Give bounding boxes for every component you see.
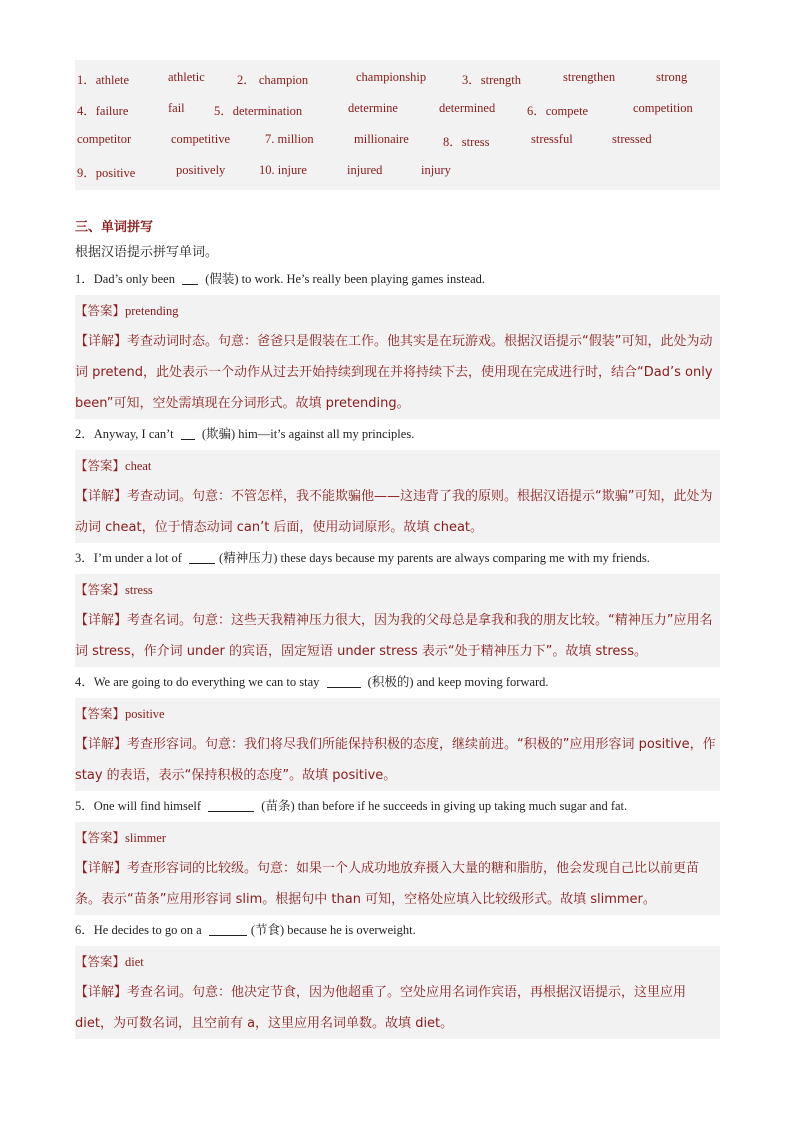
vocab-word: injured [347,163,383,177]
explanation-tag: 【详解】 [75,489,128,504]
answer-box [75,450,720,543]
vocab-row [75,155,720,186]
explanation-tag: 【详解】 [75,334,128,349]
vocab-word: 4．failure [77,104,129,118]
answer-value: slimmer [125,831,166,845]
question-rest: (节食) because he is overweight. [250,923,416,937]
question-block [75,915,720,1039]
vocab-word: strengthen [563,70,616,84]
explanation-text: 考查动词时态。句意：爸爸只是假装在工作。他其实是在玩游戏。根据汉语提示“假装”可知，此处为动词 pretend，此处表示一个动作从过去开始持续到现在并将持续下去，使用现在完成进行时，结合“Dad’s only been”可知，空处需填现在分词形式。故填 pretending。 [75,334,713,411]
question-rest: (积极的) and keep moving forward. [364,675,549,689]
answer-box [75,574,720,667]
answer-value: pretending [125,304,179,318]
question-stem: 4．We are going to do everything we can to stay [75,675,323,689]
question-stem: 5．One will find himself [75,799,205,813]
question-rest: (假装) to work. He’s really been playing games instead. [202,272,486,286]
explanation-tag: 【详解】 [75,737,128,752]
question-text [75,915,720,946]
answer-blank [208,797,254,812]
vocab-table [75,60,720,190]
explanation-text: 考查形容词的比较级。句意：如果一个人成功地放弃摄入大量的糖和脂肪，他会发现自己比以前更苗条。表示“苗条”应用形容词 slim。根据句中 than 可知，空格处应填入比较级形式。故填 slimmer。 [75,861,700,907]
vocab-word: 2． champion [237,73,309,87]
vocab-word: 3．strength [462,73,522,87]
question-text [75,543,720,574]
question-block [75,543,720,667]
answer-box [75,946,720,1039]
question-block [75,264,720,419]
question-block [75,419,720,543]
explanation-text: 考查动词。句意：不管怎样，我不能欺骗他——这违背了我的原则。根据汉语提示“欺骗”可知，此处为动词 cheat，位于情态动词 can’t 后面，使用动词原形。故填 cheat。 [75,489,713,535]
answer-tag: 【答案】 [75,303,126,318]
answer-blank [189,549,215,564]
vocab-word: stressful [531,132,573,146]
answer-line [75,946,720,977]
explanation-tag: 【详解】 [75,985,128,1000]
question-text [75,667,720,698]
explanation [75,605,720,667]
vocab-word: determine [348,101,398,115]
answer-box [75,822,720,915]
answer-value: stress [125,583,153,597]
answer-tag: 【答案】 [75,582,126,597]
question-rest: (苗条) than before if he succeeds in giving up taking much sugar and fat. [258,799,628,813]
question-rest: (欺骗) him—it’s against all my principles. [198,427,415,441]
explanation-tag: 【详解】 [75,613,128,628]
answer-line [75,698,720,729]
answer-line [75,450,720,481]
explanation [75,977,720,1039]
vocab-row [75,124,720,155]
vocab-word: determined [439,101,496,115]
answer-blank [182,270,198,285]
explanation-text: 考查名词。句意：这些天我精神压力很大，因为我的父母总是拿我和我的朋友比较。“精神压力”应用名词 stress，作介词 under 的宾语，固定短语 under stress 表示“处于精神压力下”。故填 stress。 [75,613,713,659]
section-title: 三、单词拼写 [75,220,154,235]
vocab-word: positively [176,163,226,177]
vocab-row [75,62,720,93]
vocab-row [75,93,720,124]
answer-value: diet [125,955,144,969]
page-content [75,60,720,1039]
vocab-word: fail [168,101,185,115]
vocab-word: 6．compete [527,104,589,118]
question-stem: 1．Dad’s only been [75,272,179,286]
question-text [75,791,720,822]
question-text [75,419,720,450]
answer-line [75,822,720,853]
question-list [75,264,720,1039]
explanation [75,853,720,915]
answer-blank [181,425,195,440]
answer-value: cheat [125,459,152,473]
explanation-text: 考查形容词。句意：我们将尽我们所能保持积极的态度，继续前进。“积极的”应用形容词 positive，作 stay 的表语，表示“保持积极的态度”。故填 positive。 [75,737,716,783]
question-text [75,264,720,295]
vocab-word: stressed [612,132,652,146]
vocab-word: competitive [171,132,231,146]
answer-blank [209,921,247,936]
answer-tag: 【答案】 [75,458,126,473]
answer-tag: 【答案】 [75,706,126,721]
vocab-word: 9．positive [77,166,136,180]
question-rest: (精神压力) these days because my parents are always comparing me with my friends. [219,551,650,565]
vocab-word: 7. million [265,132,314,146]
vocab-word: 5．determination [214,104,303,118]
question-stem: 2．Anyway, I can’t [75,427,177,441]
vocab-word: 8．stress [443,135,490,149]
answer-line [75,295,720,326]
vocab-word: competition [633,101,693,115]
vocab-word: athletic [168,70,205,84]
explanation [75,729,720,791]
answer-blank [327,673,361,688]
section-instruction: 根据汉语提示拼写单词。 [75,245,219,260]
vocab-word: strong [656,70,688,84]
answer-box [75,295,720,419]
answer-box [75,698,720,791]
question-block [75,791,720,915]
answer-line [75,574,720,605]
vocab-word: championship [356,70,427,84]
vocab-word: competitor [77,132,132,146]
question-stem: 6．He decides to go on a [75,923,205,937]
vocab-word: injury [421,163,451,177]
answer-value: positive [125,707,165,721]
question-block [75,667,720,791]
question-stem: 3．I’m under a lot of [75,551,186,565]
explanation [75,326,720,419]
explanation-text: 考查名词。句意：他决定节食，因为他超重了。空处应用名词作宾语，再根据汉语提示，这里应用 diet，为可数名词，且空前有 a，这里应用名词单数。故填 diet。 [75,985,687,1031]
vocab-word: 10. injure [259,163,307,177]
answer-tag: 【答案】 [75,830,126,845]
answer-tag: 【答案】 [75,954,126,969]
explanation-tag: 【详解】 [75,861,128,876]
explanation [75,481,720,543]
vocab-word: millionaire [354,132,409,146]
vocab-word: 1．athlete [77,73,130,87]
